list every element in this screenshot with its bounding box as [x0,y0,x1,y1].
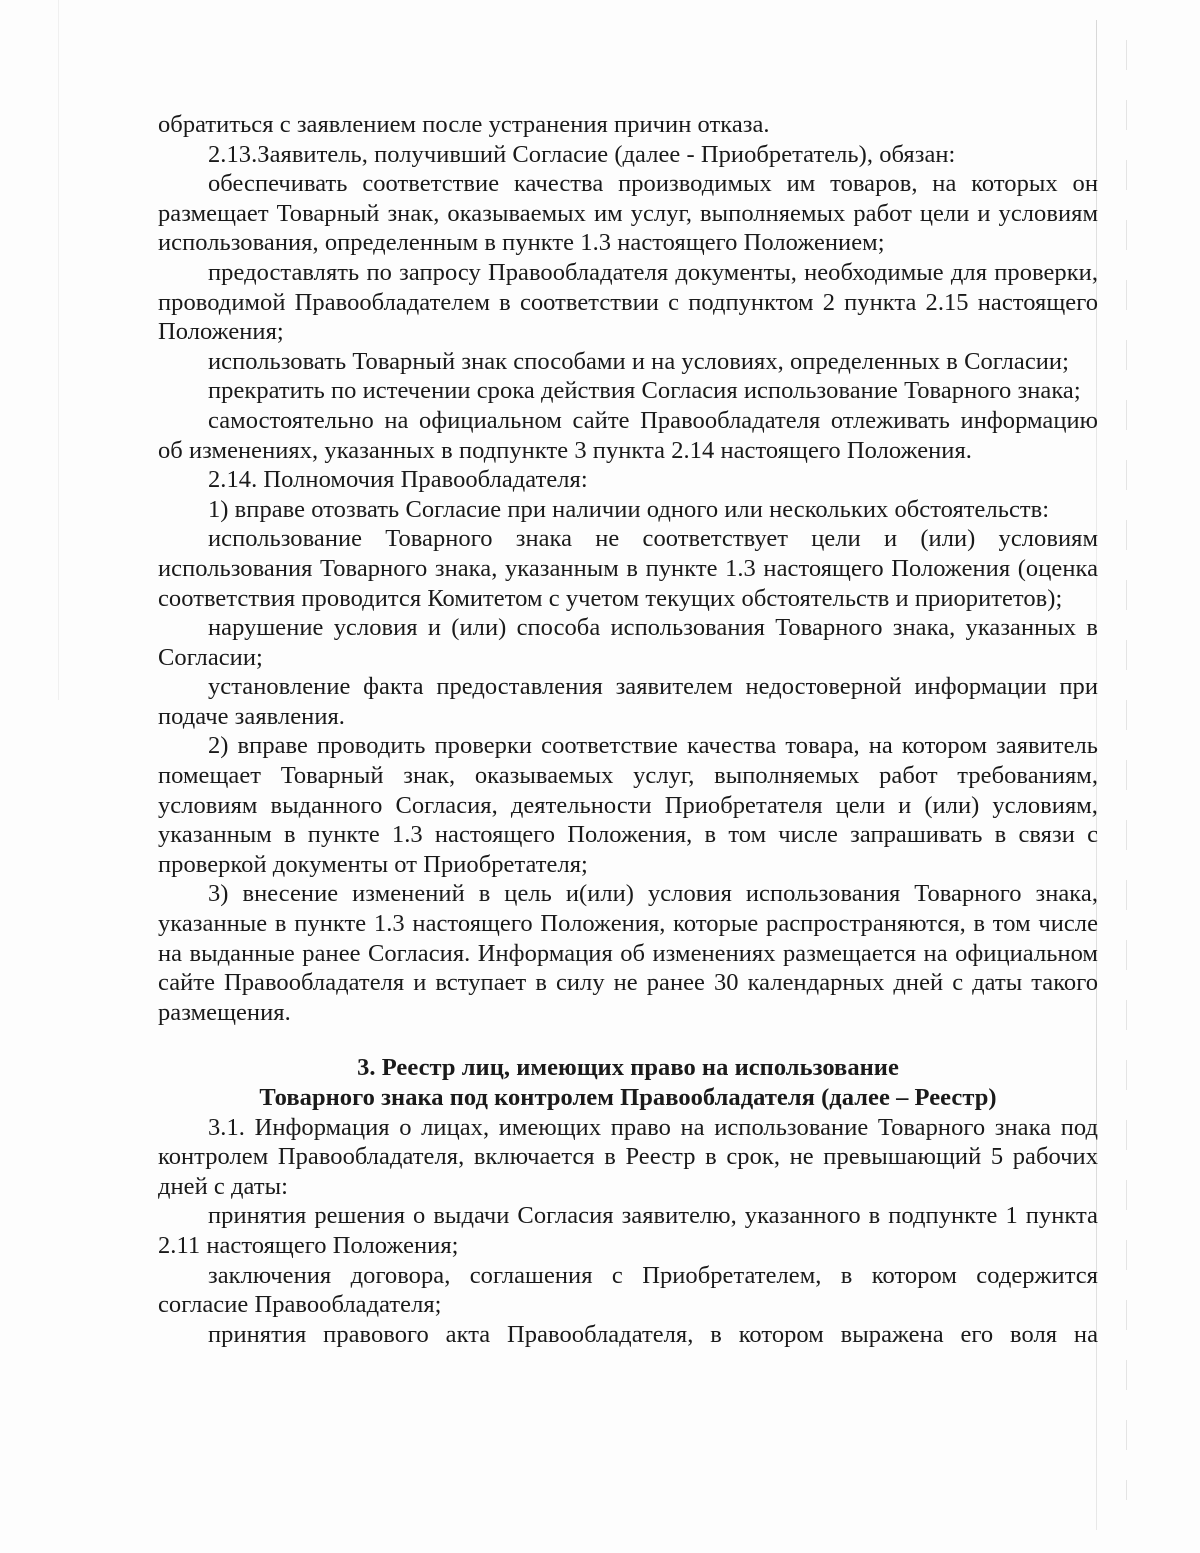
paragraph: самостоятельно на официальном сайте Правообладателя отлеживать информацию об изменениях, указанных в подпункте 3 пункта 2.14 настоящего Положения. [158,406,1098,464]
paragraph: установление факта предоставления заявителем недостоверной информации при подаче заявления. [158,673,1098,730]
paragraph: предоставлять по запросу Правообладателя документы, необходимые для проверки, проводимой Правообладателем в соответствии с подпунктом 2 пункта 2.15 настоящего Положения; [158,258,1098,346]
paragraph: 2.14. Полномочия Правообладателя: [208,466,588,494]
paragraph: использовать Товарный знак способами и на условиях, определенных в Согласии; [208,347,1069,375]
section-heading-line: Товарного знака под контролем Правообладателя (далее – Реестр) [259,1084,997,1111]
scan-artifact-left [58,0,59,700]
paragraph: 3.1. Информация о лицах, имеющих право на использование Товарного знака под контролем Правообладателя, включается в Реестр в срок, не превышающий 5 рабочих дней с даты: [158,1113,1098,1200]
paragraph: 2) вправе проводить проверки соответствие качества товара, на котором заявитель помещает Товарный знак, оказываемых услуг, выполняемых работ требованиям, условиям выданного Согласия, деятельности Приобретателя цели и (или) условиям, указанным в пункте 1.3 настоящего Положения, в том числе запрашивать в связи с проверкой документы от Приобретателя; [158,732,1098,878]
scan-artifact-far-right [1126,40,1127,1500]
section-heading [158,1053,1098,1112]
document-body [158,110,1098,1349]
paragraph: 2.13.Заявитель, получивший Согласие (далее - Приобретатель), обязан: [208,140,956,168]
paragraph: использование Товарного знака не соответствует цели и (или) условиям использования Товарного знака, указанным в пункте 1.3 настоящего Положения (оценка соответствия проводится Комитетом с учетом текущих обстоятельств и приоритетов); [158,525,1098,612]
paragraph: 1) вправе отозвать Согласие при наличии одного или нескольких обстоятельств: [208,495,1050,523]
paragraph: принятия решения о выдачи Согласия заявителю, указанного в подпункте 1 пункта 2.11 настоящего Положения; [158,1202,1098,1259]
paragraph: принятия правового акта Правообладателя, в котором выражена его воля на [208,1320,1098,1348]
paragraph: обратиться с заявлением после устранения причин отказа. [158,111,770,138]
section-heading-line: 3. Реестр лиц, имеющих право на использование [357,1054,899,1082]
paragraph: заключения договора, соглашения с Приобретателем, в котором содержится согласие Правообладателя; [158,1261,1098,1319]
paragraph: прекратить по истечении срока действия Согласия использование Товарного знака; [208,377,1081,405]
paragraph: обеспечивать соответствие качества производимых им товаров, на которых он размещает Товарный знак, оказываемых им услуг, выполняемых работ цели и условиям использования, определенным в пункте 1.3 настоящего Положением; [158,170,1098,257]
paragraph: нарушение условия и (или) способа использования Товарного знака, указанных в Согласии; [158,614,1098,671]
paragraph: 3) внесение изменений в цель и(или) условия использования Товарного знака, указанные в пункте 1.3 настоящего Положения, которые распространяются, в том числе на выданные ранее Согласия. Информация об изменениях размещается на официальном сайте Правообладателя и вступает в силу не ранее 30 календарных дней с даты такого размещения. [158,880,1098,1026]
